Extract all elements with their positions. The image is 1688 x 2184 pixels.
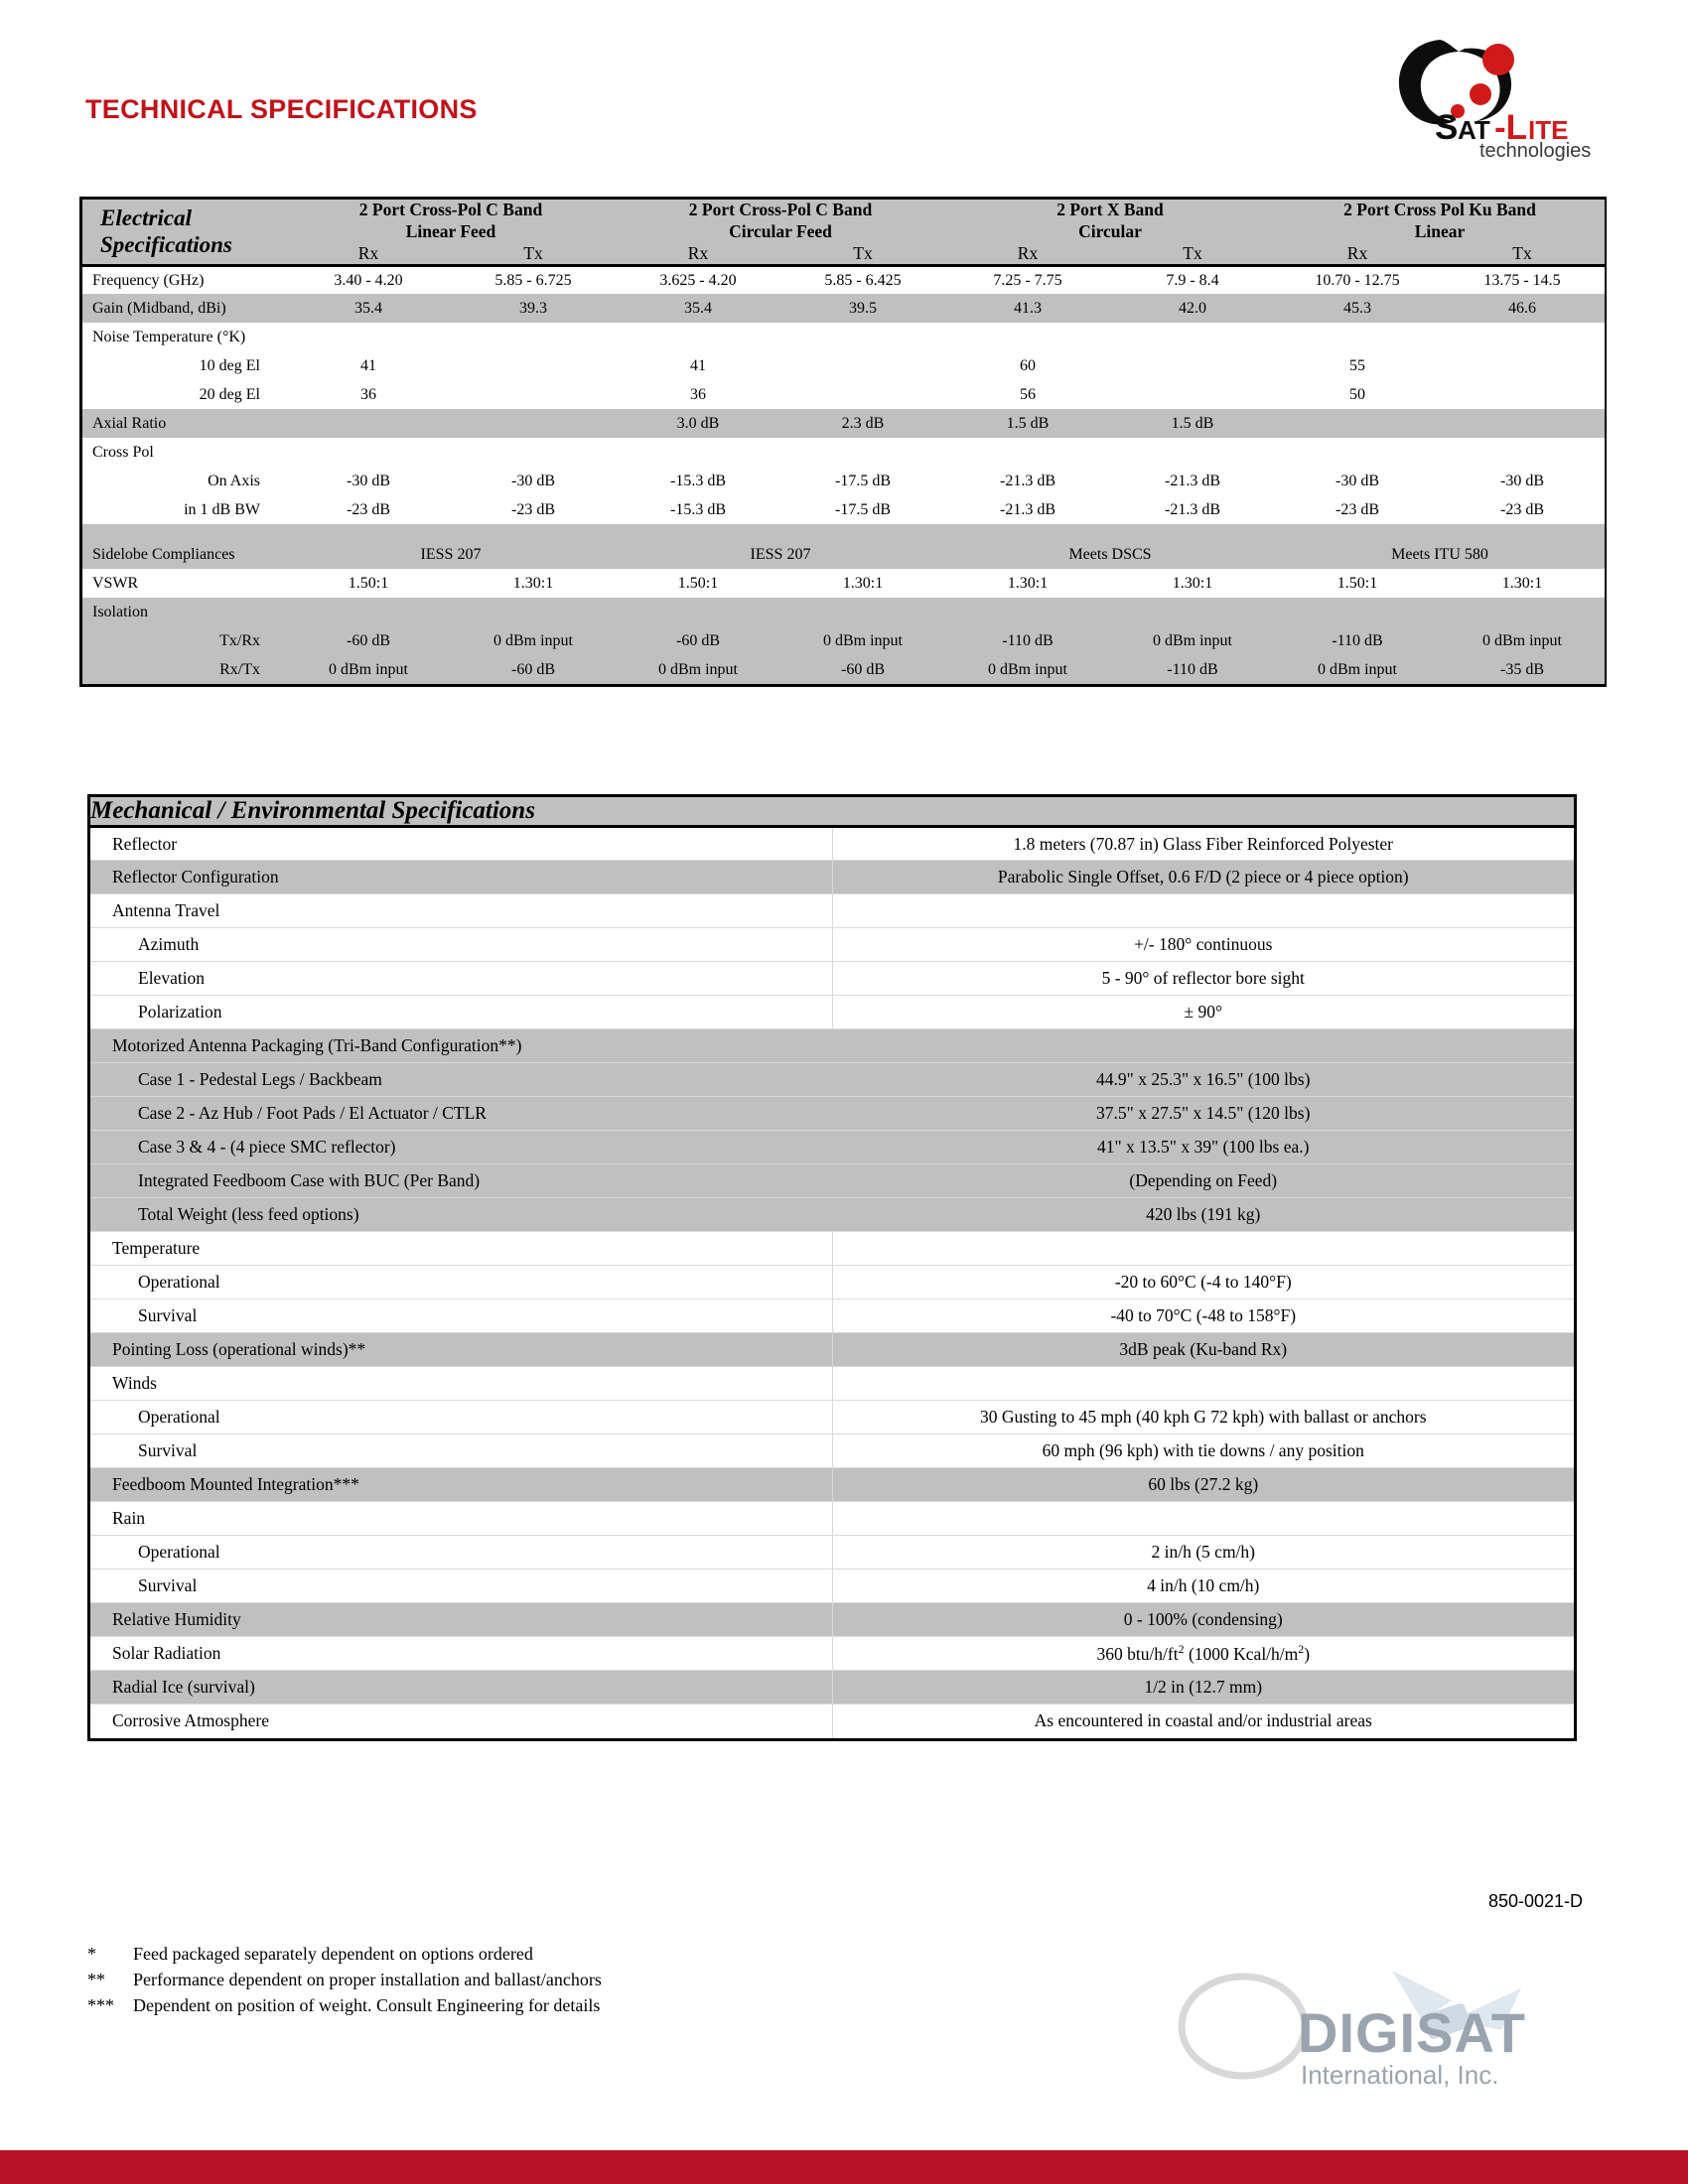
mechanical-row-9-value: 41" x 13.5" x 39" (100 lbs ea.) [832,1131,1574,1164]
vswr-row-value-3: 1.30:1 [780,569,945,598]
electrical-table-body [82,265,1605,684]
electrical-row-1-value-3: 39.5 [780,294,945,323]
electrical-row-6-value-6 [1275,438,1440,467]
mechanical-row-5-label: Polarization [90,996,832,1029]
vswr-row-label: VSWR [82,569,286,598]
svg-text:-L: -L [1494,108,1528,147]
isolation-row-1-value-6: -110 dB [1275,626,1440,655]
electrical-row-5-value-5: 1.5 dB [1110,409,1275,438]
electrical-row-1-value-5: 42.0 [1110,294,1275,323]
subhead-7: Tx [1440,243,1605,264]
table-row [90,962,1574,996]
electrical-row-9-value-4 [945,524,1110,540]
mechanical-row-25-value: 1/2 in (12.7 mm) [832,1671,1574,1705]
mechanical-row-13-label: Operational [90,1266,832,1299]
svg-text:ITE: ITE [1528,115,1569,145]
electrical-row-3-value-0: 41 [286,351,451,380]
electrical-row-0-value-5: 7.9 - 8.4 [1110,265,1275,294]
footnote-1-text: Performance dependent on proper installation and ballast/anchors [133,1970,602,1990]
electrical-row-4-value-5 [1110,380,1275,409]
electrical-row-1-label: Gain (Midband, dBi) [82,294,286,323]
electrical-row-0-value-7: 13.75 - 14.5 [1440,265,1605,294]
electrical-row-4-value-1 [451,380,616,409]
electrical-row-9-value-2 [616,524,780,540]
electrical-row-0-value-6: 10.70 - 12.75 [1275,265,1440,294]
table-row [90,1637,1574,1671]
subhead-2: Rx [616,243,780,264]
mechanical-row-10-label: Integrated Feedboom Case with BUC (Per Band) [90,1164,832,1198]
mechanical-row-2-label: Antenna Travel [90,894,832,928]
mechanical-row-12-value [832,1232,1574,1266]
electrical-row-4-value-6: 50 [1275,380,1440,409]
table-row [82,598,1605,626]
electrical-row-7-value-5: -21.3 dB [1110,467,1275,495]
band-group-2: 2 Port X Band Circular [945,200,1275,243]
mechanical-row-19-value: 60 lbs (27.2 kg) [832,1468,1574,1502]
electrical-row-7-value-3: -17.5 dB [780,467,945,495]
mechanical-row-7-value: 44.9" x 25.3" x 16.5" (100 lbs) [832,1063,1574,1097]
electrical-specifications-table [79,197,1607,687]
table-row [90,1299,1574,1333]
table-row [90,1097,1574,1131]
isolation-row-1-value-0: -60 dB [286,626,451,655]
electrical-row-8-value-3: -17.5 dB [780,495,945,524]
electrical-row-0-value-2: 3.625 - 4.20 [616,265,780,294]
vswr-row-value-1: 1.30:1 [451,569,616,598]
electrical-row-0-value-1: 5.85 - 6.725 [451,265,616,294]
isolation-row-1-value-2: -60 dB [616,626,780,655]
table-row [90,1232,1574,1266]
electrical-row-7-value-1: -30 dB [451,467,616,495]
page-header [0,0,1688,161]
isolation-row-1-value-7: 0 dBm input [1440,626,1605,655]
mechanical-row-13-value: -20 to 60°C (-4 to 140°F) [832,1266,1574,1299]
isolation-row-1-value-4: -110 dB [945,626,1110,655]
electrical-row-8-value-2: -15.3 dB [616,495,780,524]
isolation-row-1-value-3: 0 dBm input [780,626,945,655]
table-row [82,351,1605,380]
mechanical-row-6-label: Motorized Antenna Packaging (Tri-Band Configuration**) [90,1029,832,1063]
table-row [90,1164,1574,1198]
table-row [90,1063,1574,1097]
band-group-0: 2 Port Cross-Pol C Band Linear Feed [286,200,616,243]
footnote-2 [87,1992,602,2018]
electrical-row-2-value-0 [286,323,451,351]
table-row [90,861,1574,894]
mechanical-row-8-value: 37.5" x 27.5" x 14.5" (120 lbs) [832,1097,1574,1131]
footnotes [87,1941,602,2018]
document-number: 850-0021-D [1487,1891,1583,1911]
electrical-row-9-label [82,524,286,540]
electrical-row-7-label: On Axis [82,467,286,495]
electrical-row-9-value-5 [1110,524,1275,540]
mechanical-row-0-value: 1.8 meters (70.87 in) Glass Fiber Reinforced Polyester [832,827,1574,861]
table-row [90,1705,1574,1738]
mechanical-table [90,797,1574,1738]
electrical-table-head [82,200,1605,265]
mechanical-row-4-value: 5 - 90° of reflector bore sight [832,962,1574,996]
sidelobe-value-0: IESS 207 [286,540,616,569]
isolation-row-2-label: Rx/Tx [82,655,286,684]
mechanical-table-head [90,797,1574,827]
mechanical-row-2-value [832,894,1574,928]
electrical-row-1-value-7: 46.6 [1440,294,1605,323]
mechanical-row-15-label: Pointing Loss (operational winds)** [90,1333,832,1367]
isolation-row-1-value-5: 0 dBm input [1110,626,1275,655]
mechanical-row-24-label: Solar Radiation [90,1637,832,1671]
electrical-row-5-value-0 [286,409,451,438]
electrical-row-6-value-5 [1110,438,1275,467]
mechanical-row-23-label: Relative Humidity [90,1603,832,1637]
electrical-row-6-value-0 [286,438,451,467]
mechanical-row-18-value: 60 mph (96 kph) with tie downs / any position [832,1434,1574,1468]
mechanical-row-25-label: Radial Ice (survival) [90,1671,832,1705]
isolation-row-0-value-5 [1110,598,1275,626]
electrical-row-6-value-7 [1440,438,1605,467]
electrical-row-0-label: Frequency (GHz) [82,265,286,294]
mechanical-title: Mechanical / Environmental Specifications [90,797,1574,827]
mechanical-row-18-label: Survival [90,1434,832,1468]
vswr-row-value-5: 1.30:1 [1110,569,1275,598]
isolation-row-2-value-6: 0 dBm input [1275,655,1440,684]
sidelobe-value-1: IESS 207 [616,540,945,569]
isolation-row-0-value-4 [945,598,1110,626]
isolation-row-0-value-7 [1440,598,1605,626]
isolation-row-1-label: Tx/Rx [82,626,286,655]
electrical-row-7-value-2: -15.3 dB [616,467,780,495]
isolation-row-0-value-2 [616,598,780,626]
table-row [82,265,1605,294]
electrical-row-4-value-0: 36 [286,380,451,409]
table-row [90,1536,1574,1570]
electrical-header-groups [82,200,1605,243]
mechanical-row-21-value: 2 in/h (5 cm/h) [832,1536,1574,1570]
svg-text:International, Inc.: International, Inc. [1301,2060,1499,2090]
electrical-row-1-value-1: 39.3 [451,294,616,323]
page-title: TECHNICAL SPECIFICATIONS [85,94,478,124]
subhead-4: Rx [945,243,1110,264]
electrical-row-4-value-7 [1440,380,1605,409]
table-row [90,1266,1574,1299]
table-row [82,438,1605,467]
isolation-row-0-value-1 [451,598,616,626]
electrical-row-2-label: Noise Temperature (°K) [82,323,286,351]
electrical-row-8-value-1: -23 dB [451,495,616,524]
isolation-row-2-value-4: 0 dBm input [945,655,1110,684]
electrical-row-5-value-1 [451,409,616,438]
table-row [82,380,1605,409]
mechanical-row-6-value [832,1029,1574,1063]
table-row [90,928,1574,962]
electrical-row-8-value-6: -23 dB [1275,495,1440,524]
electrical-row-2-value-7 [1440,323,1605,351]
electrical-row-7-value-0: -30 dB [286,467,451,495]
electrical-row-5-value-7 [1440,409,1605,438]
subhead-1: Tx [451,243,616,264]
table-row [82,467,1605,495]
digisat-international-logo [1094,1961,1571,2110]
vswr-row-value-4: 1.30:1 [945,569,1110,598]
mechanical-row-16-value [832,1367,1574,1401]
mechanical-row-14-value: -40 to 70°C (-48 to 158°F) [832,1299,1574,1333]
electrical-row-8-value-7: -23 dB [1440,495,1605,524]
mechanical-row-0-label: Reflector [90,827,832,861]
isolation-row-2-value-3: -60 dB [780,655,945,684]
electrical-row-1-value-6: 45.3 [1275,294,1440,323]
mechanical-specifications-table [87,794,1577,1741]
electrical-row-1-value-4: 41.3 [945,294,1110,323]
mechanical-row-12-label: Temperature [90,1232,832,1266]
footnote-1-marker: ** [87,1970,105,1990]
electrical-row-3-value-6: 55 [1275,351,1440,380]
table-row [82,655,1605,684]
mechanical-row-11-value: 420 lbs (191 kg) [832,1198,1574,1232]
band-group-3: 2 Port Cross Pol Ku Band Linear [1275,200,1605,243]
mechanical-row-9-label: Case 3 & 4 - (4 piece SMC reflector) [90,1131,832,1164]
electrical-row-3-value-4: 60 [945,351,1110,380]
vswr-row-value-0: 1.50:1 [286,569,451,598]
table-row [90,1671,1574,1705]
sat-lite-technologies-logo [1385,22,1633,161]
electrical-row-2-value-4 [945,323,1110,351]
subhead-3: Tx [780,243,945,264]
mechanical-row-16-label: Winds [90,1367,832,1401]
mechanical-row-8-label: Case 2 - Az Hub / Foot Pads / El Actuator / CTLR [90,1097,832,1131]
mechanical-row-21-label: Operational [90,1536,832,1570]
mechanical-row-26-value: As encountered in coastal and/or industrial areas [832,1705,1574,1738]
electrical-row-4-value-2: 36 [616,380,780,409]
isolation-row-0-value-6 [1275,598,1440,626]
mechanical-row-24-value: 360 btu/$h/ft^2$ (1000 Kcal/$h/m^2$) [832,1637,1574,1671]
electrical-row-4-label: 20 deg El [82,380,286,409]
table-row [90,1367,1574,1401]
band-group-1: 2 Port Cross-Pol C Band Circular Feed [616,200,945,243]
electrical-row-5-value-3: 2.3 dB [780,409,945,438]
mechanical-row-14-label: Survival [90,1299,832,1333]
table-row [90,1029,1574,1063]
subhead-6: Rx [1275,243,1440,264]
footnote-2-marker: *** [87,1995,114,2016]
electrical-row-2-value-5 [1110,323,1275,351]
isolation-row-2-value-0: 0 dBm input [286,655,451,684]
electrical-row-0-value-3: 5.85 - 6.425 [780,265,945,294]
mechanical-row-1-value: Parabolic Single Offset, 0.6 F/D (2 piece or 4 piece option) [832,861,1574,894]
electrical-row-2-value-3 [780,323,945,351]
footnote-2-text: Dependent on position of weight. Consult Engineering for details [133,1995,601,2016]
electrical-row-3-value-5 [1110,351,1275,380]
svg-text:S: S [1435,108,1459,147]
mechanical-row-22-value: 4 in/h (10 cm/h) [832,1570,1574,1603]
electrical-row-2-value-2 [616,323,780,351]
electrical-row-6-label: Cross Pol [82,438,286,467]
electrical-table [82,200,1605,684]
mechanical-row-5-value: ± 90° [832,996,1574,1029]
electrical-row-3-label: 10 deg El [82,351,286,380]
electrical-row-5-label: Axial Ratio [82,409,286,438]
electrical-row-6-value-3 [780,438,945,467]
electrical-row-9-value-6 [1275,524,1440,540]
mechanical-row-17-label: Operational [90,1401,832,1434]
sidelobe-value-3: Meets ITU 580 [1275,540,1605,569]
table-row [90,1401,1574,1434]
electrical-row-0-value-0: 3.40 - 4.20 [286,265,451,294]
electrical-row-6-value-2 [616,438,780,467]
mechanical-row-10-value: (Depending on Feed) [832,1164,1574,1198]
mechanical-row-15-value: 3dB peak (Ku-band Rx) [832,1333,1574,1367]
electrical-row-7-value-4: -21.3 dB [945,467,1110,495]
isolation-row-2-value-1: -60 dB [451,655,616,684]
mechanical-row-17-value: 30 Gusting to 45 mph (40 kph G 72 kph) with ballast or anchors [832,1401,1574,1434]
electrical-row-5-value-2: 3.0 dB [616,409,780,438]
electrical-row-9-value-7 [1440,524,1605,540]
table-row [82,495,1605,524]
table-row [82,540,1605,569]
sidelobe-value-2: Meets DSCS [945,540,1275,569]
table-row [90,827,1574,861]
electrical-row-4-value-3 [780,380,945,409]
electrical-corner-label: Electrical Specifications [82,200,286,264]
footnote-0-marker: * [87,1944,96,1964]
electrical-row-8-value-0: -23 dB [286,495,451,524]
electrical-header-rxtx [82,243,1605,264]
isolation-row-0-value-0 [286,598,451,626]
sidelobe-label: Sidelobe Compliances [82,540,286,569]
electrical-row-6-value-1 [451,438,616,467]
footnote-0-text: Feed packaged separately dependent on options ordered [133,1944,533,1964]
mechanical-row-23-value: 0 - 100% (condensing) [832,1603,1574,1637]
electrical-row-8-value-4: -21.3 dB [945,495,1110,524]
isolation-row-2-value-5: -110 dB [1110,655,1275,684]
table-row [82,294,1605,323]
isolation-row-0-label: Isolation [82,598,286,626]
isolation-row-0-value-3 [780,598,945,626]
isolation-row-1-value-1: 0 dBm input [451,626,616,655]
table-row [90,1570,1574,1603]
mechanical-row-20-value [832,1502,1574,1536]
table-row [90,996,1574,1029]
table-row [90,1198,1574,1232]
footnote-0 [87,1941,602,1967]
table-row [90,1603,1574,1637]
electrical-row-9-value-1 [451,524,616,540]
vswr-row-value-7: 1.30:1 [1440,569,1605,598]
mechanical-row-4-label: Elevation [90,962,832,996]
electrical-row-9-value-0 [286,524,451,540]
vswr-row-value-6: 1.50:1 [1275,569,1440,598]
mechanical-row-3-label: Azimuth [90,928,832,962]
footer-accent-bar [0,2150,1688,2184]
electrical-row-2-value-6 [1275,323,1440,351]
electrical-row-3-value-2: 41 [616,351,780,380]
electrical-row-5-value-6 [1275,409,1440,438]
mechanical-row-22-label: Survival [90,1570,832,1603]
electrical-row-8-value-5: -21.3 dB [1110,495,1275,524]
footnote-1 [87,1967,602,1992]
isolation-row-2-value-2: 0 dBm input [616,655,780,684]
table-row [90,894,1574,928]
subhead-0: Rx [286,243,451,264]
electrical-row-2-value-1 [451,323,616,351]
electrical-row-1-value-2: 35.4 [616,294,780,323]
table-row [90,1434,1574,1468]
electrical-row-7-value-7: -30 dB [1440,467,1605,495]
electrical-row-8-label: in 1 dB BW [82,495,286,524]
svg-text:AT: AT [1458,115,1490,145]
electrical-row-3-value-7 [1440,351,1605,380]
mechanical-row-7-label: Case 1 - Pedestal Legs / Backbeam [90,1063,832,1097]
electrical-row-3-value-3 [780,351,945,380]
electrical-row-5-value-4: 1.5 dB [945,409,1110,438]
mechanical-row-19-label: Feedboom Mounted Integration*** [90,1468,832,1502]
table-row [90,1468,1574,1502]
table-row [82,626,1605,655]
electrical-row-9-value-3 [780,524,945,540]
table-row [82,569,1605,598]
electrical-row-7-value-6: -30 dB [1275,467,1440,495]
electrical-row-1-value-0: 35.4 [286,294,451,323]
mechanical-row-11-label: Total Weight (less feed options) [90,1198,832,1232]
svg-text:DIGISAT: DIGISAT [1298,2001,1526,2064]
subhead-5: Tx [1110,243,1275,264]
table-row [82,323,1605,351]
electrical-row-3-value-1 [451,351,616,380]
electrical-row-6-value-4 [945,438,1110,467]
table-row [90,1131,1574,1164]
table-row [90,1333,1574,1367]
svg-text:technologies: technologies [1479,140,1592,161]
isolation-row-2-value-7: -35 dB [1440,655,1605,684]
mechanical-row-3-value: +/- 180° continuous [832,928,1574,962]
electrical-row-0-value-4: 7.25 - 7.75 [945,265,1110,294]
mechanical-row-26-label: Corrosive Atmosphere [90,1705,832,1738]
table-row [82,524,1605,540]
mechanical-title-row [90,797,1574,827]
table-row [90,1502,1574,1536]
mechanical-table-body [90,827,1574,1738]
mechanical-row-20-label: Rain [90,1502,832,1536]
table-row [82,409,1605,438]
electrical-row-4-value-4: 56 [945,380,1110,409]
mechanical-row-1-label: Reflector Configuration [90,861,832,894]
vswr-row-value-2: 1.50:1 [616,569,780,598]
